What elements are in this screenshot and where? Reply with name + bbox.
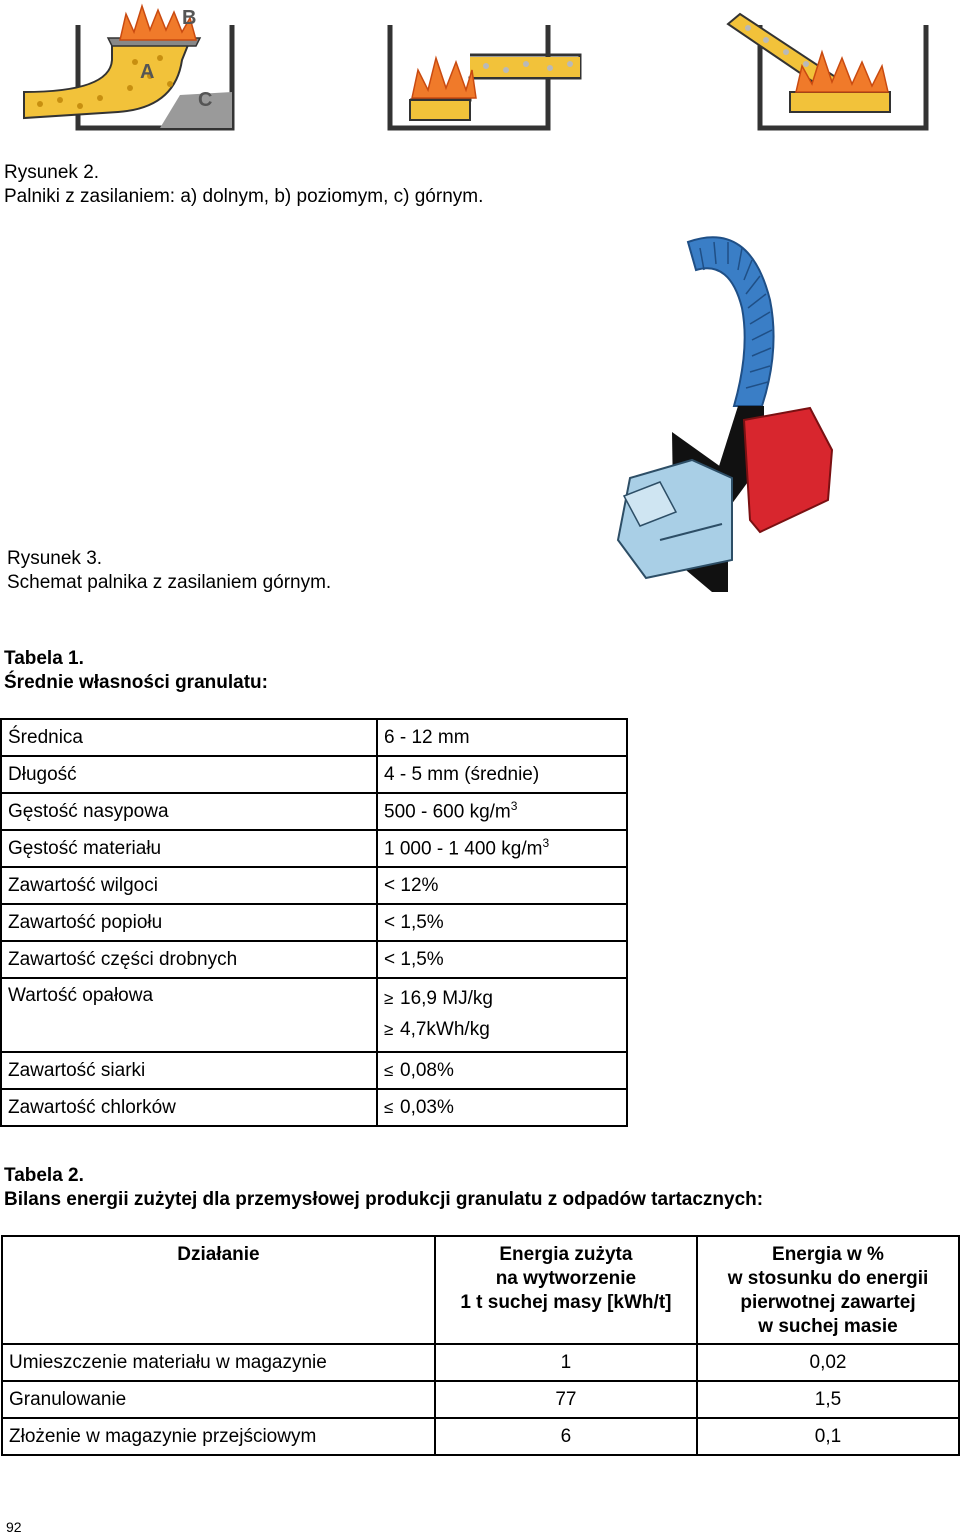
- table2-label: Tabela 2.: [4, 1165, 84, 1186]
- figure2-illustration: [0, 0, 960, 140]
- table-row: [2, 1344, 959, 1381]
- figure3-caption-text: Schemat palnika z zasilaniem górnym.: [7, 572, 332, 593]
- table1-value: 0,03%: [400, 1096, 454, 1118]
- table1-value: < 12%: [377, 867, 627, 904]
- table2-activity: Umieszczenie materiału w magazynie: [2, 1344, 435, 1381]
- table-row: [1, 1089, 627, 1126]
- table2-percent: 0,02: [697, 1344, 959, 1381]
- table1-property: Wartość opałowa: [1, 978, 377, 1052]
- table2-energy: 1: [435, 1344, 697, 1381]
- table1-property: Zawartość wilgoci: [1, 867, 377, 904]
- table1-value-cell: [377, 1089, 627, 1126]
- table1-value-cell: [377, 1052, 627, 1089]
- table2-header-energy: [435, 1236, 697, 1344]
- table1-value: < 1,5%: [377, 941, 627, 978]
- header-line: 1 t suchej masy [kWh/t]: [460, 1292, 672, 1313]
- table1: [0, 718, 628, 1127]
- table-header-row: [2, 1236, 959, 1344]
- table-row: [1, 978, 627, 1052]
- table1-superscript: 3: [542, 836, 550, 851]
- table1-property: Gęstość nasypowa: [1, 793, 377, 830]
- table2-activity: Granulowanie: [2, 1381, 435, 1418]
- table2-energy: 77: [435, 1381, 697, 1418]
- table1-property: Zawartość części drobnych: [1, 941, 377, 978]
- table1-property: Długość: [1, 756, 377, 793]
- burner-c-drawing: [728, 14, 926, 128]
- table1-value-cell: [377, 793, 627, 830]
- header-line: na wytworzenie: [495, 1268, 637, 1289]
- burner-b-drawing: [390, 25, 580, 128]
- header-line: Energia zużyta: [499, 1244, 633, 1265]
- table1-value: 6 - 12 mm: [377, 719, 627, 756]
- table2-percent: 0,1: [697, 1418, 959, 1455]
- feed-pipe-drawing: [688, 237, 774, 406]
- table-row: [1, 793, 627, 830]
- fig2-label-a: A: [140, 61, 155, 83]
- table-row: [1, 941, 627, 978]
- header-line: w suchej masie: [758, 1316, 898, 1337]
- table-row: [2, 1418, 959, 1455]
- greater-equal-icon: ≥: [384, 1020, 394, 1039]
- greater-equal-icon: ≥: [384, 989, 394, 1008]
- table-row: [1, 756, 627, 793]
- header-line: w stosunku do energii: [727, 1268, 929, 1289]
- table2-percent: 1,5: [697, 1381, 959, 1418]
- table2: [1, 1235, 960, 1456]
- table-row: [1, 904, 627, 941]
- header-line: Energia w %: [772, 1244, 884, 1265]
- table1-title: Średnie własności granulatu:: [4, 672, 268, 693]
- table1-property: Średnica: [1, 719, 377, 756]
- table1-value: 16,9 MJ/kg: [400, 988, 493, 1009]
- table-row: [2, 1381, 959, 1418]
- table2-header-activity: [2, 1236, 435, 1344]
- fig2-label-c: C: [198, 89, 213, 111]
- figure2-caption-text: Palniki z zasilaniem: a) dolnym, b) poziomym, c) górnym.: [4, 186, 484, 207]
- header-line: Działanie: [177, 1244, 260, 1265]
- figure3-caption-label: Rysunek 3.: [7, 548, 103, 569]
- table1-property: Zawartość popiołu: [1, 904, 377, 941]
- table-row: [1, 1052, 627, 1089]
- less-equal-icon: ≤: [384, 1060, 394, 1080]
- table1-value: 4 - 5 mm (średnie): [377, 756, 627, 793]
- figure2-caption-label: Rysunek 2.: [4, 162, 100, 183]
- table1-property: Zawartość siarki: [1, 1052, 377, 1089]
- table1-value: 500 - 600 kg/m: [384, 801, 511, 823]
- header-line: pierwotnej zawartej: [740, 1292, 916, 1313]
- table1-value: 1 000 - 1 400 kg/m: [384, 838, 543, 860]
- table1-value-cell: [377, 830, 627, 867]
- table1-value-cell: [377, 978, 627, 1052]
- fig2-label-b: B: [182, 7, 197, 29]
- table1-value: < 1,5%: [377, 904, 627, 941]
- less-equal-icon: ≤: [384, 1097, 394, 1117]
- figure3-illustration: [600, 220, 850, 600]
- table2-header-percent: [697, 1236, 959, 1344]
- table2-energy: 6: [435, 1418, 697, 1455]
- table-row: [1, 719, 627, 756]
- table1-value: 4,7kWh/kg: [400, 1019, 490, 1040]
- table1-value-line: [384, 983, 620, 1014]
- table2-activity: Złożenie w magazynie przejściowym: [2, 1418, 435, 1455]
- table1-value: 0,08%: [400, 1059, 454, 1081]
- table-row: [1, 830, 627, 867]
- page-number: 92: [6, 1519, 22, 1535]
- table-row: [1, 867, 627, 904]
- table1-property: Zawartość chlorków: [1, 1089, 377, 1126]
- table1-label: Tabela 1.: [4, 648, 84, 669]
- table1-property: Gęstość materiału: [1, 830, 377, 867]
- table2-title: Bilans energii zużytej dla przemysłowej produkcji granulatu z odpadów tartacznych:: [4, 1189, 764, 1210]
- table1-value-line: [384, 1014, 620, 1045]
- table1-superscript: 3: [510, 799, 518, 814]
